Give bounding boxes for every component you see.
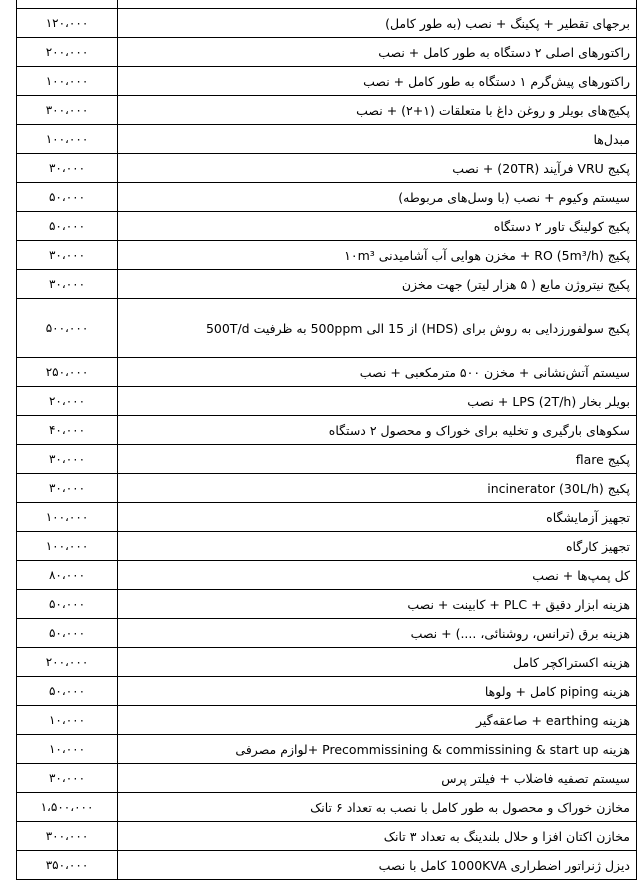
table-row xyxy=(17,183,637,212)
table-row xyxy=(17,822,637,851)
item-description: پکیج RO (5m³/h) + مخزن هوایی آب آشامیدنی ۱۰m³ xyxy=(118,241,637,270)
table-row xyxy=(17,706,637,735)
table-row xyxy=(17,764,637,793)
table-row xyxy=(17,445,637,474)
table-row xyxy=(17,735,637,764)
item-amount: ۱۰۰،۰۰۰ xyxy=(17,532,118,561)
item-description: پکیج flare xyxy=(118,445,637,474)
table-row xyxy=(17,590,637,619)
table-row xyxy=(17,270,637,299)
item-description: مبدل‌ها xyxy=(118,125,637,154)
item-amount: ۱۰۰،۰۰۰ xyxy=(17,503,118,532)
item-amount: ۲۰،۰۰۰ xyxy=(17,387,118,416)
cost-table xyxy=(16,0,637,880)
item-amount: ۲۰۰،۰۰۰ xyxy=(17,38,118,67)
item-amount: ۱۰۰،۰۰۰ xyxy=(17,67,118,96)
item-description: برجهای تقطیر + پکینگ + نصب (به طور کامل) xyxy=(118,9,637,38)
table-row xyxy=(17,154,637,183)
item-description: هزینه Precommissining & commissining & start up +لوازم مصرفی xyxy=(118,735,637,764)
item-amount: ۳۵۰،۰۰۰ xyxy=(17,851,118,880)
table-row xyxy=(17,358,637,387)
item-amount: ۵۰،۰۰۰ xyxy=(17,183,118,212)
item-amount: ۲۵۰،۰۰۰ xyxy=(17,358,118,387)
table-row xyxy=(17,9,637,38)
item-description: سکوهای بارگیری و تخلیه برای خوراک و محصول ۲ دستگاه xyxy=(118,416,637,445)
item-amount: ۳۰۰،۰۰۰ xyxy=(17,96,118,125)
item-description: پکیج‌های بویلر و روغن داغ با متعلقات (۱+۲) + نصب xyxy=(118,96,637,125)
item-description: مخازن اکتان افزا و حلال بلندینگ به تعداد ۳ تانک xyxy=(118,822,637,851)
item-description: تجهیز آزمایشگاه xyxy=(118,503,637,532)
item-amount: ۳۰،۰۰۰ xyxy=(17,270,118,299)
table-row xyxy=(17,793,637,822)
table-row xyxy=(17,0,637,9)
table-row xyxy=(17,299,637,358)
table-row xyxy=(17,851,637,880)
table-row xyxy=(17,38,637,67)
item-amount: ۵۰،۰۰۰ xyxy=(17,590,118,619)
item-amount: ۳۰،۰۰۰ xyxy=(17,241,118,270)
table-row xyxy=(17,241,637,270)
item-description: پکیج نیتروژن مایع ( ۵ هزار لیتر) جهت مخزن xyxy=(118,270,637,299)
item-amount xyxy=(17,0,118,9)
table-row xyxy=(17,677,637,706)
item-amount: ۱۰،۰۰۰ xyxy=(17,735,118,764)
item-amount: ۴۰،۰۰۰ xyxy=(17,416,118,445)
item-amount: ۳۰،۰۰۰ xyxy=(17,764,118,793)
item-description: بویلر بخار LPS (2T/h) + نصب xyxy=(118,387,637,416)
item-description: پکیج VRU فرآیند (20TR) + نصب xyxy=(118,154,637,183)
item-amount: ۵۰،۰۰۰ xyxy=(17,677,118,706)
item-amount: ۸۰،۰۰۰ xyxy=(17,561,118,590)
table-row xyxy=(17,532,637,561)
item-description: راکتورهای اصلی ۲ دستگاه به طور کامل + نصب xyxy=(118,38,637,67)
item-amount: ۳۰،۰۰۰ xyxy=(17,445,118,474)
table-row xyxy=(17,416,637,445)
table-row xyxy=(17,212,637,241)
item-amount: ۵۰،۰۰۰ xyxy=(17,619,118,648)
item-description: هزینه earthing + صاعقه‌گیر xyxy=(118,706,637,735)
item-description: مخازن خوراک و محصول به طور کامل با نصب به تعداد ۶ تانک xyxy=(118,793,637,822)
table-row xyxy=(17,67,637,96)
item-amount: ۱۰،۰۰۰ xyxy=(17,706,118,735)
item-description: راکتورهای پیش‌گرم ۱ دستگاه به طور کامل + نصب xyxy=(118,67,637,96)
table-row xyxy=(17,648,637,677)
item-amount: ۳۰۰،۰۰۰ xyxy=(17,822,118,851)
table-row xyxy=(17,125,637,154)
item-description: هزینه اکستراکچر کامل xyxy=(118,648,637,677)
item-amount: ۳۰،۰۰۰ xyxy=(17,474,118,503)
item-amount: ۵۰۰،۰۰۰ xyxy=(17,299,118,358)
item-amount: ۵۰،۰۰۰ xyxy=(17,212,118,241)
item-description: پکیج سولفورزدایی به روش برای (HDS) از 15 الی 500ppm به ظرفیت 500T/d xyxy=(118,299,637,358)
item-amount: ۱۲۰،۰۰۰ xyxy=(17,9,118,38)
item-description: تجهیز کارگاه xyxy=(118,532,637,561)
table-row xyxy=(17,503,637,532)
item-amount: ۲۰۰،۰۰۰ xyxy=(17,648,118,677)
item-description: دیزل ژنراتور اضطراری 1000KVA کامل با نصب xyxy=(118,851,637,880)
item-description: کل پمپ‌ها + نصب xyxy=(118,561,637,590)
item-description: پکیج incinerator (30L/h) xyxy=(118,474,637,503)
table-row xyxy=(17,474,637,503)
item-description: هزینه piping کامل + ولوها xyxy=(118,677,637,706)
item-amount: ۱،۵۰۰،۰۰۰ xyxy=(17,793,118,822)
item-description: سیستم تصفیه فاضلاب + فیلتر پرس xyxy=(118,764,637,793)
table-row xyxy=(17,387,637,416)
item-description: سیستم وکیوم + نصب (با وسل‌های مربوطه) xyxy=(118,183,637,212)
item-amount: ۳۰،۰۰۰ xyxy=(17,154,118,183)
item-description: پکیج کولینگ تاور ۲ دستگاه xyxy=(118,212,637,241)
table-row xyxy=(17,561,637,590)
table-row xyxy=(17,619,637,648)
item-description: هزینه ابزار دقیق + PLC + کابینت + نصب xyxy=(118,590,637,619)
item-description: سیستم آتش‌نشانی + مخزن ۵۰۰ مترمکعبی + نصب xyxy=(118,358,637,387)
item-description: هزینه برق (ترانس، روشنائی، ....) + نصب xyxy=(118,619,637,648)
item-description xyxy=(118,0,637,9)
item-amount: ۱۰۰،۰۰۰ xyxy=(17,125,118,154)
table-row xyxy=(17,96,637,125)
